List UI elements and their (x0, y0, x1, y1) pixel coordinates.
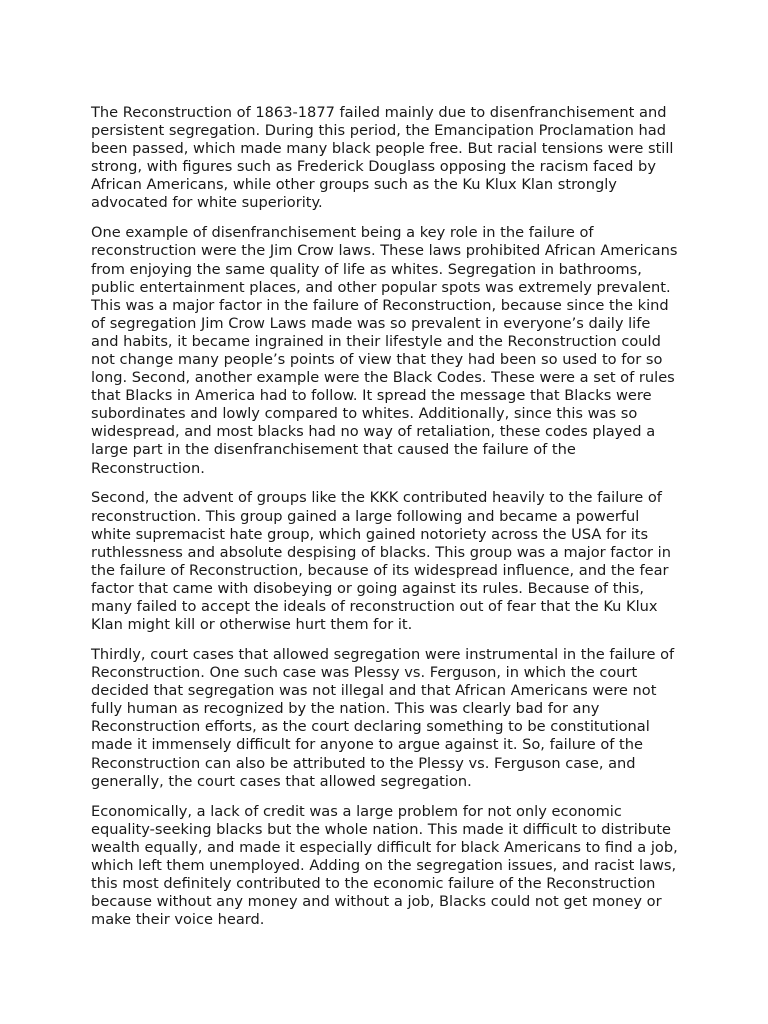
paragraph-jim-crow: One example of disenfranchisement being a key role in the failure of reconstruction were the Jim Crow laws. These laws prohibited African Americans from enjoying the same quality of life as whites. Segregation in bathrooms, public entertainment places, and other popular spots was extremely prevalent. This was a major factor in the failure of Reconstruction, because since the kind of segregation Jim Crow Laws made was so prevalent in everyone’s daily life and habits, it became ingrained in their lifestyle and the Reconstruction could not change many people’s points of view that they had been so used to for so long. Second, another example were the Black Codes. These were a set of rules that Blacks in America had to follow. It spread the message that Blacks were subordinates and lowly compared to whites. Additionally, since this was so widespread, and most blacks had no way of retaliation, these codes played a large part in the disenfranchisement that caused the failure of the Reconstruction. (91, 224, 678, 477)
paragraph-economics: Economically, a lack of credit was a large problem for not only economic equality-seeking blacks but the whole nation. This made it difficult to distribute wealth equally, and made it especially difficult for black Americans to find a job, which left them unemployed. Adding on the segregation issues, and racist laws, this most definitely contributed to the economic failure of the Reconstruction because without any money and without a job, Blacks could not get money or make their voice heard. (91, 802, 678, 929)
paragraph-kkk: Second, the advent of groups like the KKK contributed heavily to the failure of reconstruction. This group gained a large following and became a powerful white supremacist hate group, which gained notoriety across the USA for its ruthlessness and absolute despising of blacks. This group was a major factor in the failure of Reconstruction, because of its widespread influence, and the fear factor that came with disobeying or going against its rules. Because of this, many failed to accept the ideals of reconstruction out of fear that the Ku Klux Klan might kill or otherwise hurt them for it. (91, 489, 671, 634)
paragraph-court-cases: Thirdly, court cases that allowed segregation were instrumental in the failure of Reconstruction. One such case was Plessy vs. Ferguson, in which the court decided that segregation was not illegal and that African Americans were not fully human as recognized by the nation. This was clearly bad for any Reconstruction efforts, as the court declaring something to be constitutional made it immensely difficult for anyone to argue against it. So, failure of the Reconstruction can also be attributed to the Plessy vs. Ferguson case, and generally, the court cases that allowed segregation. (91, 646, 675, 790)
paragraph-intro: The Reconstruction of 1863-1877 failed mainly due to disenfranchisement and persistent segregation. During this period, the Emancipation Proclamation had been passed, which made many black people free. But racial tensions were still strong, with figures such as Frederick Douglass opposing the racism faced by African Americans, while other groups such as the Ku Klux Klan strongly advocated for white superiority. (91, 104, 674, 212)
document-page (91, 104, 681, 941)
